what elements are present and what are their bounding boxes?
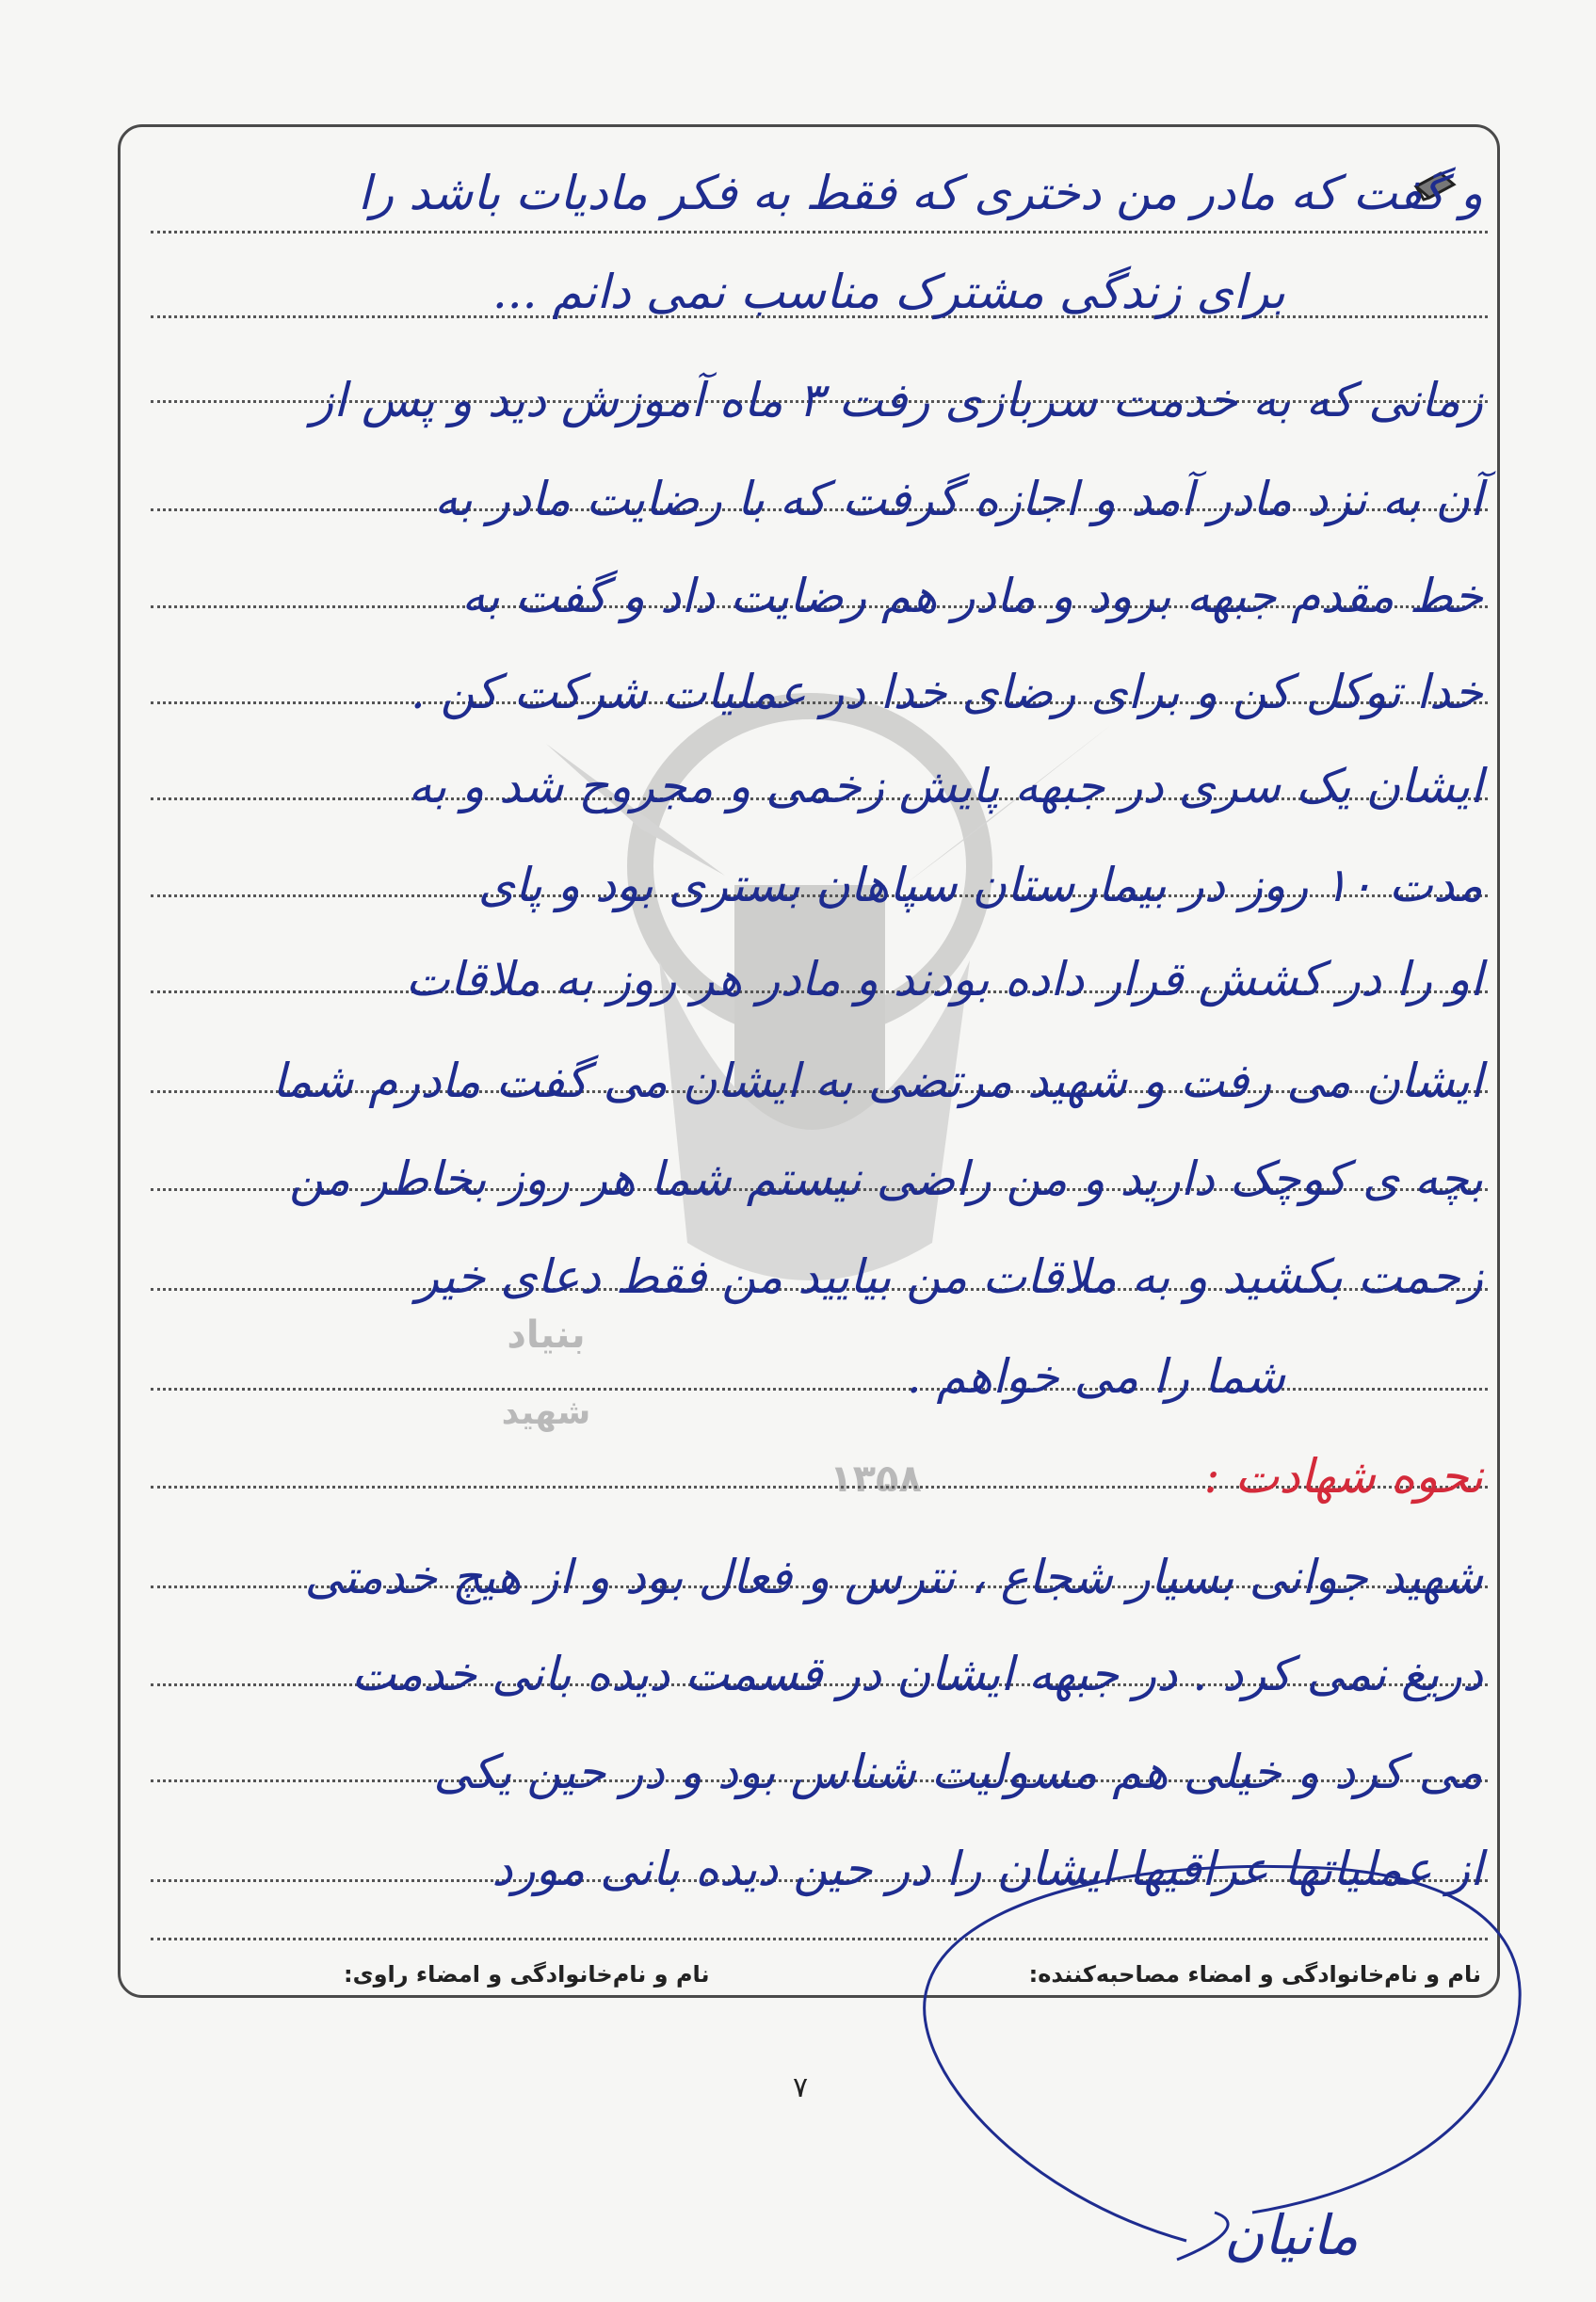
handwritten-line: زحمت بکشید و به ملاقات من بیایید من فقط دعای خیر [415, 1249, 1483, 1304]
handwritten-line: برای زندگی مشترک مناسب نمی دانم ... [492, 265, 1285, 319]
handwritten-line: مدت ۱۰ روز در بیمارستان سپاهان بستری بود و پای [477, 858, 1483, 912]
handwritten-line: ایشان می رفت و شهید مرتضی به ایشان می گفت مادرم شما [272, 1054, 1483, 1108]
handwritten-line: و گفت که مادر من دختری که فقط به فکر مادیات باشد را [358, 166, 1483, 220]
interviewer-signature-label: نام و نام‌خانوادگی و امضاء مصاحبه‌کننده: [1028, 1961, 1481, 1988]
ruled-line [151, 1388, 1488, 1391]
handwritten-line: شهید جوانی بسیار شجاع ، نترس و فعال بود و از هیچ خدمتی [304, 1550, 1483, 1604]
narrator-signature-label: نام و نام‌خانوادگی و امضاء راوی: [344, 1961, 710, 1988]
handwritten-line: آن به نزد مادر آمد و اجازه گرفت که با رضایت مادر به [434, 472, 1483, 526]
handwritten-line: خط مقدم جبهه برود و مادر هم رضایت داد و گفت به [461, 569, 1483, 623]
handwritten-line: شما را می خواهم . [906, 1349, 1285, 1404]
handwritten-line: خدا توکل کن و برای رضای خدا در عملیات شرکت کن . [410, 665, 1483, 719]
watermark-year: ۱۳۵۸ [830, 1457, 922, 1501]
section-heading: نحوه شهادت : [1203, 1449, 1483, 1504]
handwritten-line: بچه ی کوچک دارید و من راضی نیستم شما هر روز بخاطر من [289, 1151, 1483, 1206]
watermark-org-sub: شهید [501, 1393, 591, 1432]
handwritten-line: ایشان یک سری در جبهه پایش زخمی و مجروح شد و به [408, 759, 1483, 813]
page-number: ۷ [792, 2071, 809, 2104]
signature: مانیان [1224, 2203, 1359, 2267]
watermark-org-name: بنیاد [507, 1313, 586, 1357]
handwritten-line: دریغ نمی کرد . در جبهه ایشان در قسمت دیده بانی خدمت [351, 1647, 1483, 1701]
handwritten-line: او را در کشش قرار داده بودند و مادر هر روز به ملاقات [405, 952, 1483, 1006]
handwritten-line: از عملیاتها عراقیها ایشان را در حین دیده بانی مورد [492, 1842, 1483, 1896]
handwritten-line: می کرد و خیلی هم مسولیت شناس بود و در حین یکی [433, 1745, 1483, 1799]
ruled-line [151, 1938, 1488, 1940]
handwritten-line: زمانی که به خدمت سربازی رفت ۳ ماه آموزش دید و پس از [311, 373, 1483, 427]
ruled-line [151, 231, 1488, 233]
